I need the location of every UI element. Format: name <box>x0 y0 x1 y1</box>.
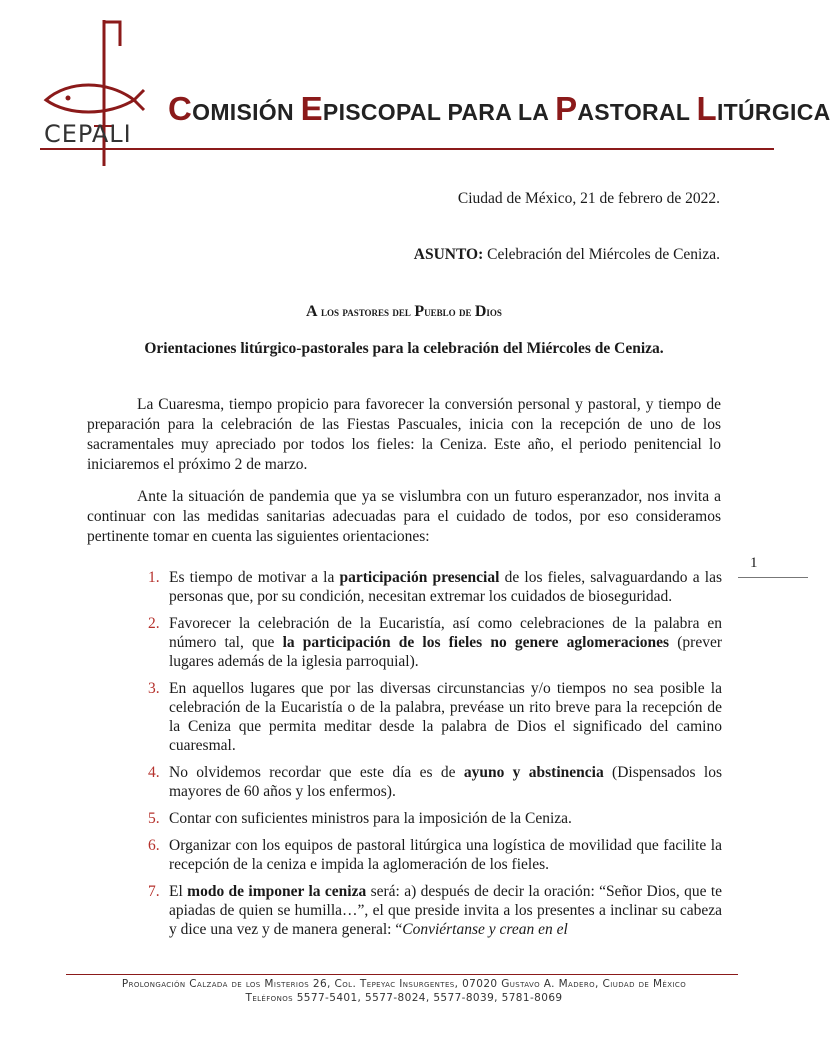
list-item-text: (Dispensados los mayores de 60 años y los enfermos). <box>169 764 722 800</box>
title-initial: E <box>300 90 323 127</box>
page-number-rule <box>738 577 808 578</box>
addressee-word: ueblo de <box>424 304 475 319</box>
footer-phones: Teléfonos 5577-5401, 5577-8024, 5577-8039, 5781-8069 <box>245 992 563 1004</box>
title-initial: L <box>696 90 717 127</box>
title-word: OMISIÓN <box>192 99 301 125</box>
letter-subject <box>414 246 720 264</box>
addressee-word: ios <box>486 304 502 319</box>
list-item-text: Conviértanse y crean en el <box>402 921 568 938</box>
letter-addressee <box>0 303 808 321</box>
subject-label: ASUNTO: <box>413 246 484 263</box>
list-item-text: de los fieles, salvaguardando a las personas que, por su condición, necesitan extremar los cuidados de bioseguridad. <box>169 569 722 605</box>
footer-address: Prolongación Calzada de los Misterios 26, Col. Tepeyac Insurgentes, 07020 Gustavo A. Madero, Ciudad de México <box>121 978 687 990</box>
list-item-text: No olvidemos recordar que este día es de <box>169 764 464 781</box>
list-item <box>148 614 722 671</box>
addressee-cap: A <box>306 303 318 320</box>
letter-date: Ciudad de México, 21 de febrero de 2022. <box>457 190 720 207</box>
header-divider <box>40 148 774 150</box>
list-item-text: (prever lugares además de la iglesia parroquial). <box>169 634 722 670</box>
list-item-text: Contar con suficientes ministros para la imposición de la Ceniza. <box>169 810 572 827</box>
addressee-cap: D <box>474 303 487 320</box>
list-item-number: 5. <box>148 810 160 827</box>
list-item-number: 6. <box>148 837 160 854</box>
page-number: 1 <box>750 555 758 571</box>
list-item-number: 4. <box>148 764 160 781</box>
title-word: ASTORAL <box>577 99 697 125</box>
emphasis-text: participación presencial <box>339 569 500 586</box>
subject-text: Celebración del Miércoles de Ceniza. <box>483 246 720 263</box>
list-item-text: El <box>169 883 188 900</box>
list-item-number: 1. <box>148 569 160 586</box>
intro-paragraph: La Cuaresma, tiempo propicio para favorecer la conversión personal y pastoral, y tiempo de preparación para la celebración de las Fiestas Pascuales, inicia con la recepción de uno de los sacramentales muy apreciado por todos los fieles: la Ceniza. Este año, el periodo penitencial lo iniciaremos el próximo 2 de marzo. <box>87 396 721 473</box>
document-title: Orientaciones litúrgico-pastorales para la celebración del Miércoles de Ceniza. <box>144 340 664 357</box>
list-item-text: En aquellos lugares que por las diversas circunstancias y/o tiempos no sea posible la celebración de la Eucaristía o de la palabra, prevéase un rito breve para la recepción de la Ceniza que permita meditar desde la palabra de Dios el significado del camino cuaresmal. <box>169 680 722 754</box>
list-item <box>148 679 722 755</box>
list-item <box>148 882 722 939</box>
list-item-text: Es tiempo de motivar a la <box>169 569 340 586</box>
footer-divider <box>66 974 738 975</box>
title-initial: C <box>168 90 193 127</box>
list-item-number: 2. <box>148 615 160 632</box>
list-item <box>148 763 722 801</box>
emphasis-text: ayuno y abstinencia <box>463 764 604 781</box>
addressee-word: los pastores del <box>317 304 415 319</box>
list-item <box>148 836 722 874</box>
emphasis-text: la participación de los fieles no genere aglomeraciones <box>282 634 670 651</box>
logo-text: CEPALI <box>44 120 132 148</box>
list-item <box>148 809 722 828</box>
list-item-text: Organizar con los equipos de pastoral litúrgica una logística de movilidad que facilite la recepción de la ceniza e impida la aglomeración de los fieles. <box>169 837 722 873</box>
list-item-text: Favorecer la celebración de la Eucaristía, así como celebraciones de la palabra en número tal, que <box>169 615 722 651</box>
orientation-list <box>148 568 722 947</box>
list-item <box>148 568 722 606</box>
addressee-cap: P <box>414 303 425 320</box>
title-word: ITÚRGICA <box>716 99 831 125</box>
title-initial: P <box>555 90 578 127</box>
emphasis-text: modo de imponer la ceniza <box>187 883 367 900</box>
list-item-number: 3. <box>148 680 160 697</box>
organization-title <box>168 90 831 128</box>
context-paragraph: Ante la situación de pandemia que ya se vislumbra con un futuro esperanzador, nos invita a continuar con las medidas sanitarias adecuadas para el cuidado de todos, por eso consideramos pertinente tomar en cuenta las siguientes orientaciones: <box>87 488 721 545</box>
list-item-text: será: a) después de decir la oración: “Señor Dios, que te apiadas de quien se humilla…”, el que preside invita a los presentes a inclinar su cabeza y dice una vez y de manera general: “ <box>169 883 723 938</box>
title-word: PISCOPAL PARA LA <box>322 99 556 125</box>
list-item-number: 7. <box>148 883 160 900</box>
